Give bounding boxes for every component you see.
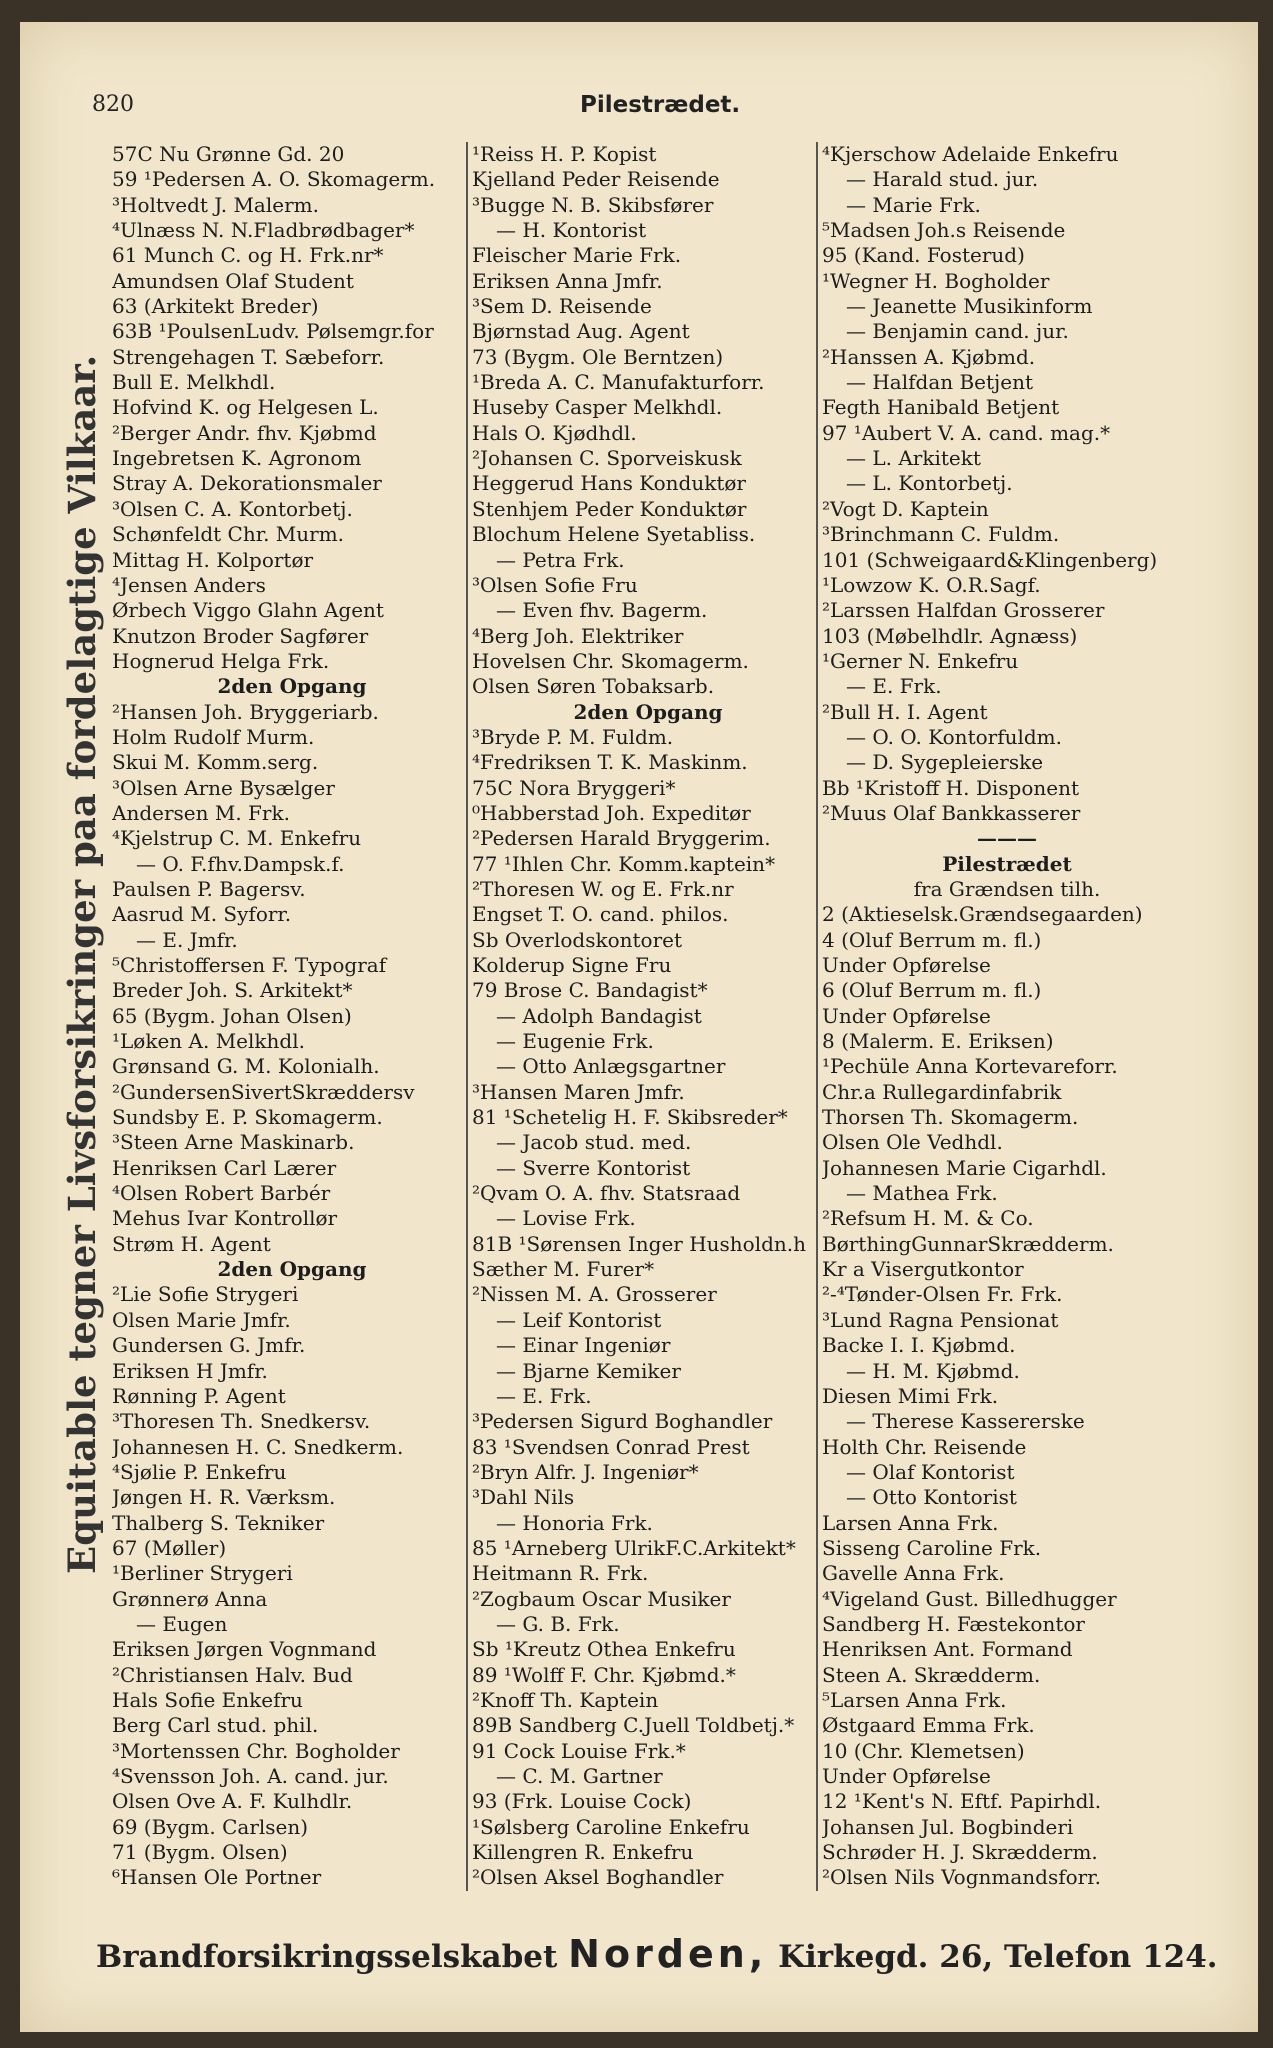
directory-entry: 73 (Bygm. Ole Berntzen) bbox=[472, 344, 724, 369]
directory-entry: — Otto Anlægsgartner bbox=[496, 1054, 726, 1079]
directory-entry: — Even fhv. Bagerm. bbox=[496, 598, 708, 623]
directory-entry: — Petra Frk. bbox=[496, 547, 625, 572]
directory-entry: ⁴Vigeland Gust. Billedhugger bbox=[822, 1586, 1117, 1611]
directory-entry: — Olaf Kontorist bbox=[846, 1459, 1015, 1484]
directory-entry: ²Thoresen W. og E. Frk.nr bbox=[472, 876, 734, 901]
directory-entry: ²Christiansen Halv. Bud bbox=[112, 1662, 353, 1687]
directory-entry: ³Bryde P. M. Fuldm. bbox=[472, 724, 674, 749]
directory-entry: — Lovise Frk. bbox=[496, 1206, 636, 1231]
directory-entry: 69 (Bygm. Carlsen) bbox=[112, 1814, 309, 1839]
directory-entry: ²Vogt D. Kaptein bbox=[822, 496, 989, 521]
directory-entry: — Eugenie Frk. bbox=[496, 1029, 654, 1054]
directory-entry: — L. Kontorbetj. bbox=[846, 471, 1013, 496]
directory-entry: ⁴Sjølie P. Enkefru bbox=[112, 1459, 287, 1484]
directory-entry: Holth Chr. Reisende bbox=[822, 1434, 1027, 1459]
directory-entry: Kr a Visergutkontor bbox=[822, 1257, 1024, 1282]
directory-entry: Berg Carl stud. phil. bbox=[112, 1713, 319, 1738]
directory-entry: 83 ¹Svendsen Conrad Prest bbox=[472, 1434, 750, 1459]
directory-entry: Under Opførelse bbox=[822, 953, 991, 977]
directory-entry: — Bjarne Kemiker bbox=[496, 1358, 681, 1383]
directory-entry: Johannesen H. C. Snedkerm. bbox=[112, 1434, 404, 1459]
directory-entry: 81B ¹Sørensen Inger Husholdn.h bbox=[472, 1231, 807, 1256]
directory-entry: ²Refsum H. M. & Co. bbox=[822, 1206, 1034, 1231]
directory-entry: 77 ¹Ihlen Chr. Komm.kaptein* bbox=[472, 851, 776, 876]
directory-entry: Thorsen Th. Skomagerm. bbox=[822, 1105, 1079, 1130]
directory-entry: — Halfdan Betjent bbox=[846, 370, 1034, 395]
directory-entry: Paulsen P. Bagersv. bbox=[112, 876, 306, 901]
directory-entry: 93 (Frk. Louise Cock) bbox=[472, 1789, 692, 1814]
directory-entry: — G. B. Frk. bbox=[496, 1611, 620, 1636]
directory-entry: Sisseng Caroline Frk. bbox=[822, 1535, 1042, 1560]
directory-entry: 4 (Oluf Berrum m. fl.) bbox=[822, 927, 1042, 952]
directory-entry: fra Grændsen tilh. bbox=[913, 876, 1101, 901]
directory-entry: Olsen Søren Tobaksarb. bbox=[472, 674, 715, 699]
directory-entry: ⁴Olsen Robert Barbér bbox=[112, 1181, 331, 1206]
directory-entry: Bjørnstad Aug. Agent bbox=[472, 319, 690, 344]
directory-entry: 67 (Møller) bbox=[112, 1535, 227, 1560]
directory-entry: ⁴Fredriksen T. K. Maskinm. bbox=[472, 750, 748, 775]
directory-entry: Engset T. O. cand. philos. bbox=[472, 902, 729, 927]
directory-entry: Sundsby E. P. Skomagerm. bbox=[112, 1105, 383, 1130]
directory-entry: 71 (Bygm. Olsen) bbox=[112, 1840, 288, 1865]
directory-entry: Kolderup Signe Fru bbox=[472, 953, 672, 977]
directory-entry: 8 (Malerm. E. Eriksen) bbox=[822, 1029, 1054, 1054]
directory-entry: 89B Sandberg C.Juell Toldbetj.* bbox=[472, 1713, 795, 1738]
column-3 bbox=[816, 142, 1192, 1891]
directory-entry: 59 ¹Pedersen A. O. Skomagerm. bbox=[112, 167, 436, 192]
directory-entry: ³Holtvedt J. Malerm. bbox=[112, 192, 319, 217]
directory-entry: Eriksen Anna Jmfr. bbox=[472, 268, 663, 293]
directory-entry: Larsen Anna Frk. bbox=[822, 1510, 999, 1535]
directory-entry: Fleischer Marie Frk. bbox=[472, 243, 682, 268]
directory-entry: ⁰Habberstad Joh. Expeditør bbox=[472, 800, 751, 825]
directory-entry: ²Lie Sofie Strygeri bbox=[112, 1282, 299, 1307]
directory-entry: ²Nissen M. A. Grosserer bbox=[472, 1282, 717, 1307]
directory-entry: Kjelland Peder Reisende bbox=[472, 167, 720, 192]
directory-entry: Hognerud Helga Frk. bbox=[112, 648, 330, 673]
directory-entry: — Leif Kontorist bbox=[496, 1307, 662, 1332]
directory-entry: ³Pedersen Sigurd Boghandler bbox=[472, 1409, 773, 1434]
directory-entry: Killengren R. Enkefru bbox=[472, 1840, 694, 1865]
directory-entry: ⁴Kjelstrup C. M. Enkefru bbox=[112, 826, 362, 851]
directory-entry: ⁵Madsen Joh.s Reisende bbox=[822, 218, 1066, 243]
directory-entry: ²GundersenSivertSkræddersv bbox=[112, 1079, 415, 1104]
directory-entry: 81 ¹Schetelig H. F. Skibsreder* bbox=[472, 1105, 788, 1130]
directory-entry: ³Steen Arne Maskinarb. bbox=[112, 1130, 355, 1155]
directory-entry: ²Knoff Th. Kaptein bbox=[472, 1687, 659, 1712]
directory-entry: ⁶Hansen Ole Portner bbox=[112, 1865, 322, 1890]
footer-left: Brandforsikringsselskabet bbox=[96, 1939, 558, 1975]
directory-entry: — H. Kontorist bbox=[496, 218, 647, 243]
directory-entry: Bb ¹Kristoff H. Disponent bbox=[822, 775, 1080, 800]
directory-entry: Pilestrædet bbox=[942, 851, 1072, 876]
directory-entry: — E. Frk. bbox=[496, 1383, 592, 1408]
directory-entry: ⁴Berg Joh. Elektriker bbox=[472, 623, 684, 648]
directory-entry: ⁴Kjerschow Adelaide Enkefru bbox=[822, 142, 1119, 166]
directory-entry: ²Olsen Aksel Boghandler bbox=[472, 1865, 724, 1890]
directory-entry: Holm Rudolf Murm. bbox=[112, 724, 315, 749]
directory-entry: 63 (Arkitekt Breder) bbox=[112, 294, 319, 319]
directory-entry: Fegth Hanibald Betjent bbox=[822, 395, 1060, 420]
directory-entry: Hals Sofie Enkefru bbox=[112, 1687, 303, 1712]
directory-entry: ³Thoresen Th. Snedkersv. bbox=[112, 1409, 371, 1434]
directory-entry: ¹Berliner Strygeri bbox=[112, 1561, 293, 1586]
directory-entry: ²Qvam O. A. fhv. Statsraad bbox=[472, 1181, 741, 1206]
directory-entry: ²Bryn Alfr. J. Ingeniør* bbox=[472, 1459, 699, 1484]
directory-entry: ¹Sølsberg Caroline Enkefru bbox=[472, 1814, 750, 1839]
directory-entry: 6 (Oluf Berrum m. fl.) bbox=[822, 978, 1042, 1003]
directory-entry: Olsen Ove A. F. Kulhdlr. bbox=[112, 1789, 353, 1814]
directory-entry: ——— bbox=[977, 826, 1037, 851]
directory-entry: Østgaard Emma Frk. bbox=[822, 1713, 1035, 1738]
directory-entry: Amundsen Olaf Student bbox=[112, 268, 354, 293]
directory-entry: Chr.a Rullegardinfabrik bbox=[822, 1079, 1062, 1104]
directory-entry: ¹Breda A. C. Manufakturforr. bbox=[472, 370, 765, 395]
directory-entry: Mittag H. Kolportør bbox=[112, 547, 314, 572]
directory-entry: Thalberg S. Tekniker bbox=[112, 1510, 325, 1535]
footer-advertisement bbox=[96, 1932, 1218, 1976]
directory-entry: — D. Sygepleierske bbox=[846, 750, 1044, 775]
directory-entry: Skui M. Komm.serg. bbox=[112, 750, 319, 775]
directory-page bbox=[20, 22, 1258, 2032]
directory-entry: ¹Wegner H. Bogholder bbox=[822, 268, 1050, 293]
directory-entry: — Otto Kontorist bbox=[846, 1485, 1017, 1510]
directory-entry: ²-⁴Tønder-Olsen Fr. Frk. bbox=[822, 1282, 1063, 1307]
directory-entry: ³Mortenssen Chr. Bogholder bbox=[112, 1738, 400, 1763]
directory-entry: — E. Frk. bbox=[846, 674, 942, 699]
directory-entry: 95 (Kand. Fosterud) bbox=[822, 243, 1025, 268]
directory-entry: 63B ¹PoulsenLudv. Pølsemgr.for bbox=[112, 319, 434, 344]
directory-entry: ³Sem D. Reisende bbox=[472, 294, 652, 319]
directory-entry: — Harald stud. jur. bbox=[846, 167, 1039, 192]
directory-entry: ³Olsen Sofie Fru bbox=[472, 572, 638, 597]
directory-entry: Knutzon Broder Sagfører bbox=[112, 623, 369, 648]
directory-entry: Steen A. Skrædderm. bbox=[822, 1662, 1041, 1687]
directory-entry: Johansen Jul. Bogbinderi bbox=[822, 1814, 1074, 1839]
directory-entry: Johannesen Marie Cigarhdl. bbox=[822, 1155, 1107, 1180]
column-1 bbox=[112, 142, 472, 1891]
directory-entry: — C. M. Gartner bbox=[496, 1764, 663, 1788]
directory-entry: Hofvind K. og Helgesen L. bbox=[112, 395, 379, 420]
directory-entry: 79 Brose C. Bandagist* bbox=[472, 978, 708, 1003]
directory-entry: — Mathea Frk. bbox=[846, 1181, 998, 1206]
directory-entry: — Eugen bbox=[136, 1611, 228, 1636]
directory-entry: Hovelsen Chr. Skomagerm. bbox=[472, 648, 749, 673]
directory-entry: Sb ¹Kreutz Othea Enkefru bbox=[472, 1637, 736, 1662]
directory-entry: — L. Arkitekt bbox=[846, 446, 981, 471]
directory-entry: 101 (Schweigaard&Klingenberg) bbox=[822, 547, 1158, 572]
directory-entry: Stray A. Dekorationsmaler bbox=[112, 471, 382, 496]
directory-entry: ¹Løken A. Melkhdl. bbox=[112, 1029, 305, 1054]
directory-entry: 12 ¹Kent's N. Eftf. Papirhdl. bbox=[822, 1789, 1102, 1814]
directory-entry: Strøm H. Agent bbox=[112, 1231, 271, 1256]
directory-entry: 2den Opgang bbox=[217, 674, 367, 699]
directory-entry: ²Larssen Halfdan Grosserer bbox=[822, 598, 1105, 623]
directory-entry: — Jacob stud. med. bbox=[496, 1130, 692, 1155]
directory-entry: ¹Pechüle Anna Kortevareforr. bbox=[822, 1054, 1118, 1079]
directory-entry: 2den Opgang bbox=[573, 699, 723, 724]
directory-entry: ⁵Christoffersen F. Typograf bbox=[112, 953, 387, 977]
directory-entry: Olsen Marie Jmfr. bbox=[112, 1307, 291, 1332]
directory-entry: 2 (Aktieselsk.Grændsegaarden) bbox=[822, 902, 1143, 927]
directory-entry: 91 Cock Louise Frk.* bbox=[472, 1738, 686, 1763]
directory-entry: — Sverre Kontorist bbox=[496, 1155, 691, 1180]
directory-entry: 75C Nora Bryggeri* bbox=[472, 775, 676, 800]
directory-entry: ⁴Ulnæss N. N.Fladbrødbager* bbox=[112, 218, 415, 243]
directory-entry: — O. O. Kontorfuldm. bbox=[846, 724, 1063, 749]
directory-entry: ²Johansen C. Sporveiskusk bbox=[472, 446, 742, 471]
directory-entry: BørthingGunnarSkrædderm. bbox=[822, 1231, 1114, 1256]
directory-entry: — O. F.fhv.Dampsk.f. bbox=[136, 851, 345, 876]
directory-entry: Mehus Ivar Kontrollør bbox=[112, 1206, 338, 1231]
directory-entry: Olsen Ole Vedhdl. bbox=[822, 1130, 1003, 1155]
directory-entry: 89 ¹Wolff F. Chr. Kjøbmd.* bbox=[472, 1662, 736, 1687]
directory-entry: 65 (Bygm. Johan Olsen) bbox=[112, 1003, 352, 1028]
directory-entry: — H. M. Kjøbmd. bbox=[846, 1358, 1020, 1383]
directory-entry: — E. Jmfr. bbox=[136, 927, 238, 952]
directory-entry: Strengehagen T. Sæbeforr. bbox=[112, 344, 385, 369]
directory-entry: Schønfeldt Chr. Murm. bbox=[112, 522, 345, 547]
page-number: 820 bbox=[92, 92, 134, 117]
directory-entry: ²Berger Andr. fhv. Kjøbmd bbox=[112, 420, 377, 445]
directory-entry: ⁴Svensson Joh. A. cand. jur. bbox=[112, 1764, 389, 1788]
directory-entry: ²Hansen Joh. Bryggeriarb. bbox=[112, 699, 379, 724]
directory-entry: Ørbech Viggo Glahn Agent bbox=[112, 598, 384, 623]
directory-entry: Sæther M. Furer* bbox=[472, 1257, 655, 1282]
running-title: Pilestrædet. bbox=[580, 92, 741, 118]
directory-entry: ¹Gerner N. Enkefru bbox=[822, 648, 1019, 673]
directory-entry: ³Hansen Maren Jmfr. bbox=[472, 1079, 685, 1104]
directory-entry: — Benjamin cand. jur. bbox=[846, 319, 1069, 344]
directory-entry: ¹Reiss H. P. Kopist bbox=[472, 142, 657, 166]
directory-entry: Jøngen H. R. Værksm. bbox=[112, 1485, 336, 1510]
directory-entry: ²Pedersen Harald Bryggerim. bbox=[472, 826, 771, 851]
directory-entry: Ingebretsen K. Agronom bbox=[112, 446, 362, 471]
directory-entry: Sb Overlodskontoret bbox=[472, 927, 683, 952]
directory-entry: Stenhjem Peder Konduktør bbox=[472, 496, 747, 521]
directory-entry: Henriksen Carl Lærer bbox=[112, 1155, 337, 1180]
directory-entry: ⁴Jensen Anders bbox=[112, 572, 266, 597]
directory-entry: Eriksen Jørgen Vognmand bbox=[112, 1637, 377, 1662]
directory-entry: ²Olsen Nils Vognmandsforr. bbox=[822, 1865, 1101, 1890]
directory-entry: ³Olsen Arne Bysælger bbox=[112, 775, 335, 800]
directory-entry: ³Olsen C. A. Kontorbetj. bbox=[112, 496, 353, 521]
footer-middle: Norden, bbox=[568, 1932, 768, 1976]
directory-entry: ²Zogbaum Oscar Musiker bbox=[472, 1586, 731, 1611]
directory-entry: — Adolph Bandagist bbox=[496, 1003, 702, 1028]
directory-entry: Eriksen H Jmfr. bbox=[112, 1358, 268, 1383]
directory-entry: — Einar Ingeniør bbox=[496, 1333, 671, 1358]
directory-entry: Hals O. Kjødhdl. bbox=[472, 420, 637, 445]
directory-entry: Breder Joh. S. Arkitekt* bbox=[112, 978, 353, 1003]
directory-entry: Rønning P. Agent bbox=[112, 1383, 286, 1408]
directory-entry: — Honoria Frk. bbox=[496, 1510, 653, 1535]
directory-entry: Backe I. I. Kjøbmd. bbox=[822, 1333, 1016, 1358]
directory-entry: Diesen Mimi Frk. bbox=[822, 1383, 999, 1408]
directory-entry: — Therese Kassererske bbox=[846, 1409, 1085, 1434]
directory-entry: — Marie Frk. bbox=[846, 192, 981, 217]
directory-entry: Andersen M. Frk. bbox=[112, 800, 290, 825]
directory-entry: 85 ¹Arneberg UlrikF.C.Arkitekt* bbox=[472, 1535, 796, 1560]
directory-entry: ¹Lowzow K. O.R.Sagf. bbox=[822, 572, 1041, 597]
directory-entry: Heggerud Hans Konduktør bbox=[472, 471, 746, 496]
directory-entry: Grønnerø Anna bbox=[112, 1586, 268, 1611]
directory-entry: 61 Munch C. og H. Frk.nr* bbox=[112, 243, 384, 268]
directory-entry: 103 (Møbelhdlr. Agnæss) bbox=[822, 623, 1078, 648]
directory-entry: — Jeanette Musikinform bbox=[846, 294, 1093, 319]
directory-entry: Schrøder H. J. Skrædderm. bbox=[822, 1840, 1098, 1865]
directory-entry: Under Opførelse bbox=[822, 1003, 991, 1028]
directory-entry: ²Muus Olaf Bankkasserer bbox=[822, 800, 1081, 825]
directory-entry: ³Dahl Nils bbox=[472, 1485, 575, 1510]
directory-entry: Sandberg H. Fæstekontor bbox=[822, 1611, 1085, 1636]
directory-entry: Aasrud M. Syforr. bbox=[112, 902, 292, 927]
directory-entry: Grønsand G. M. Kolonialh. bbox=[112, 1054, 380, 1079]
directory-entry: ³Brinchmann C. Fuldm. bbox=[822, 522, 1060, 547]
directory-entry: ⁵Larsen Anna Frk. bbox=[822, 1687, 1007, 1712]
directory-entry: Huseby Casper Melkhdl. bbox=[472, 395, 723, 420]
directory-entry: 2den Opgang bbox=[217, 1257, 367, 1282]
directory-entry: Heitmann R. Frk. bbox=[472, 1561, 649, 1586]
side-advertisement: Equitable tegner Livsforsikringer paa fordelagtige Vilkaar. bbox=[60, 354, 104, 1574]
column-2 bbox=[466, 142, 824, 1891]
directory-entry: 57C Nu Grønne Gd. 20 bbox=[112, 142, 345, 166]
directory-entry: ³Lund Ragna Pensionat bbox=[822, 1307, 1059, 1332]
directory-entry: ²Bull H. I. Agent bbox=[822, 699, 988, 724]
directory-entry: Gavelle Anna Frk. bbox=[822, 1561, 1005, 1586]
footer-right: Kirkegd. 26, Telefon 124. bbox=[778, 1939, 1218, 1975]
directory-entry: Under Opførelse bbox=[822, 1764, 991, 1788]
directory-entry: Blochum Helene Syetabliss. bbox=[472, 522, 756, 547]
directory-entry: Gundersen G. Jmfr. bbox=[112, 1333, 306, 1358]
directory-entry: 10 (Chr. Klemetsen) bbox=[822, 1738, 1025, 1763]
directory-entry: ²Hanssen A. Kjøbmd. bbox=[822, 344, 1036, 369]
directory-entry: 97 ¹Aubert V. A. cand. mag.* bbox=[822, 420, 1111, 445]
directory-entry: Henriksen Ant. Formand bbox=[822, 1637, 1073, 1662]
directory-entry: Bull E. Melkhdl. bbox=[112, 370, 276, 395]
directory-entry: ³Bugge N. B. Skibsfører bbox=[472, 192, 714, 217]
